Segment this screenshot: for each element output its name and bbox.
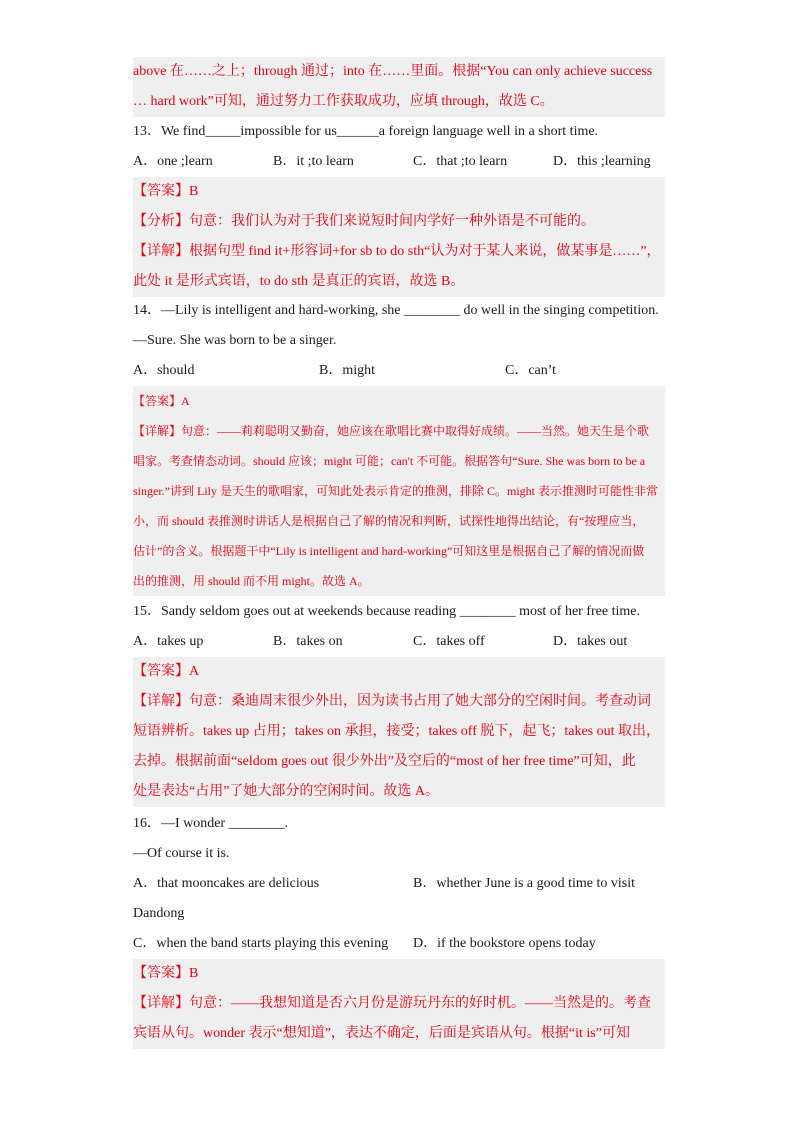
detail-line: 【详解】句意：桑迪周末很少外出，因为读书占用了她大部分的空闲时间。考查动词 xyxy=(133,694,651,709)
detail-line: 【详解】根据句型 find it+形容词+for sb to do sth“认为对于某人来说，做某事是……”， xyxy=(133,244,661,259)
option-b: B．whether June is a good time to visit xyxy=(413,876,636,891)
option-d: D．this ;learning xyxy=(553,154,651,169)
answer-label: 【答案】A xyxy=(133,394,190,408)
detail-line: singer.”讲到 Lily 是天生的歌唱家，可知此处表示肯定的推测，排除 C。might 表示推测时可能性非常 xyxy=(133,484,658,498)
answer-block xyxy=(133,386,665,596)
option-b-wrap: Dandong xyxy=(133,906,185,921)
option-a: A．should xyxy=(133,363,195,378)
question-stem: 15．Sandy seldom goes out at weekends because reading ________ most of her free time. xyxy=(133,604,640,619)
question-14 xyxy=(133,296,665,596)
question-reply: —Sure. She was born to be a singer. xyxy=(133,333,337,348)
options-row xyxy=(133,869,665,899)
option-b: B．it ;to learn xyxy=(273,154,354,169)
question-16 xyxy=(133,809,665,1049)
question-stem: 16．—I wonder ________. xyxy=(133,816,289,831)
analysis-line: 【分析】句意：我们认为对于我们来说短时间内学好一种外语是不可能的。 xyxy=(133,214,595,229)
option-a: A．that mooncakes are delicious xyxy=(133,876,320,891)
options-row xyxy=(133,147,665,177)
previous-explanation xyxy=(133,57,665,117)
answer-block xyxy=(133,177,665,297)
option-c: C．takes off xyxy=(413,634,485,649)
option-b: B．takes on xyxy=(273,634,343,649)
detail-line: 处是表达“占用”了她大部分的空闲时间。故选 A。 xyxy=(133,784,440,799)
options-row xyxy=(133,627,665,657)
question-15 xyxy=(133,597,665,807)
answer-label: 【答案】A xyxy=(133,664,200,679)
options-row xyxy=(133,929,665,959)
option-c: C．when the band starts playing this evening xyxy=(133,936,389,951)
detail-line: 唱家。考查情态动词。should 应该；might 可能；can't 不可能。根据答句“Sure. She was born to be a xyxy=(133,454,646,468)
question-reply: —Of course it is. xyxy=(133,846,230,861)
detail-line: 出的推测，用 should 而不用 might。故选 A。 xyxy=(133,574,370,588)
explanation-line: … hard work”可知，通过努力工作获取成功，应填 through，故选 C。 xyxy=(133,94,554,109)
option-b: B．might xyxy=(319,363,376,378)
detail-line: 估计”的含义。根据题干中“Lily is intelligent and hard-working”可知这里是根据自己了解的情况而做 xyxy=(133,544,645,558)
detail-line: 此处 it 是形式宾语，to do sth 是真正的宾语，故选 B。 xyxy=(133,274,465,289)
option-a: A．takes up xyxy=(133,634,204,649)
question-stem: 13．We find_____impossible for us______a foreign language well in a short time. xyxy=(133,124,599,139)
detail-line: 小，而 should 表推测时讲话人是根据自己了解的情况和判断，试探性地得出结论，有“按理应当， xyxy=(133,514,645,528)
option-d: D．if the bookstore opens today xyxy=(413,936,596,951)
detail-line: 去掉。根据前面“seldom goes out 很少外出”及空后的“most of her free time”可知，此 xyxy=(133,754,636,769)
option-d: D．takes out xyxy=(553,634,628,649)
option-c: C．can’t xyxy=(505,363,557,378)
explanation-line: above 在……之上；through 通过；into 在……里面。根据“You can only achieve success xyxy=(133,64,653,79)
answer-block xyxy=(133,657,665,807)
options-row xyxy=(133,356,665,386)
option-a: A．one ;learn xyxy=(133,154,213,169)
question-13 xyxy=(133,117,665,297)
answer-block xyxy=(133,959,665,1049)
option-c: C．that ;to learn xyxy=(413,154,508,169)
detail-line: 【详解】句意：——莉莉聪明又勤奋，她应该在歌唱比赛中取得好成绩。——当然。她天生是个歌 xyxy=(133,424,650,438)
detail-line: 宾语从句。wonder 表示“想知道”，表达不确定，后面是宾语从句。根据“it is”可知 xyxy=(133,1026,630,1041)
answer-label: 【答案】B xyxy=(133,184,199,199)
detail-line: 【详解】句意：——我想知道是否六月份是游玩丹东的好时机。——当然是的。考查 xyxy=(133,996,651,1011)
question-stem: 14．—Lily is intelligent and hard-working, she ________ do well in the singing competition. xyxy=(133,303,659,318)
answer-label: 【答案】B xyxy=(133,966,199,981)
detail-line: 短语辨析。takes up 占用；takes on 承担，接受；takes off 脱下，起飞；takes out 取出， xyxy=(133,724,661,739)
